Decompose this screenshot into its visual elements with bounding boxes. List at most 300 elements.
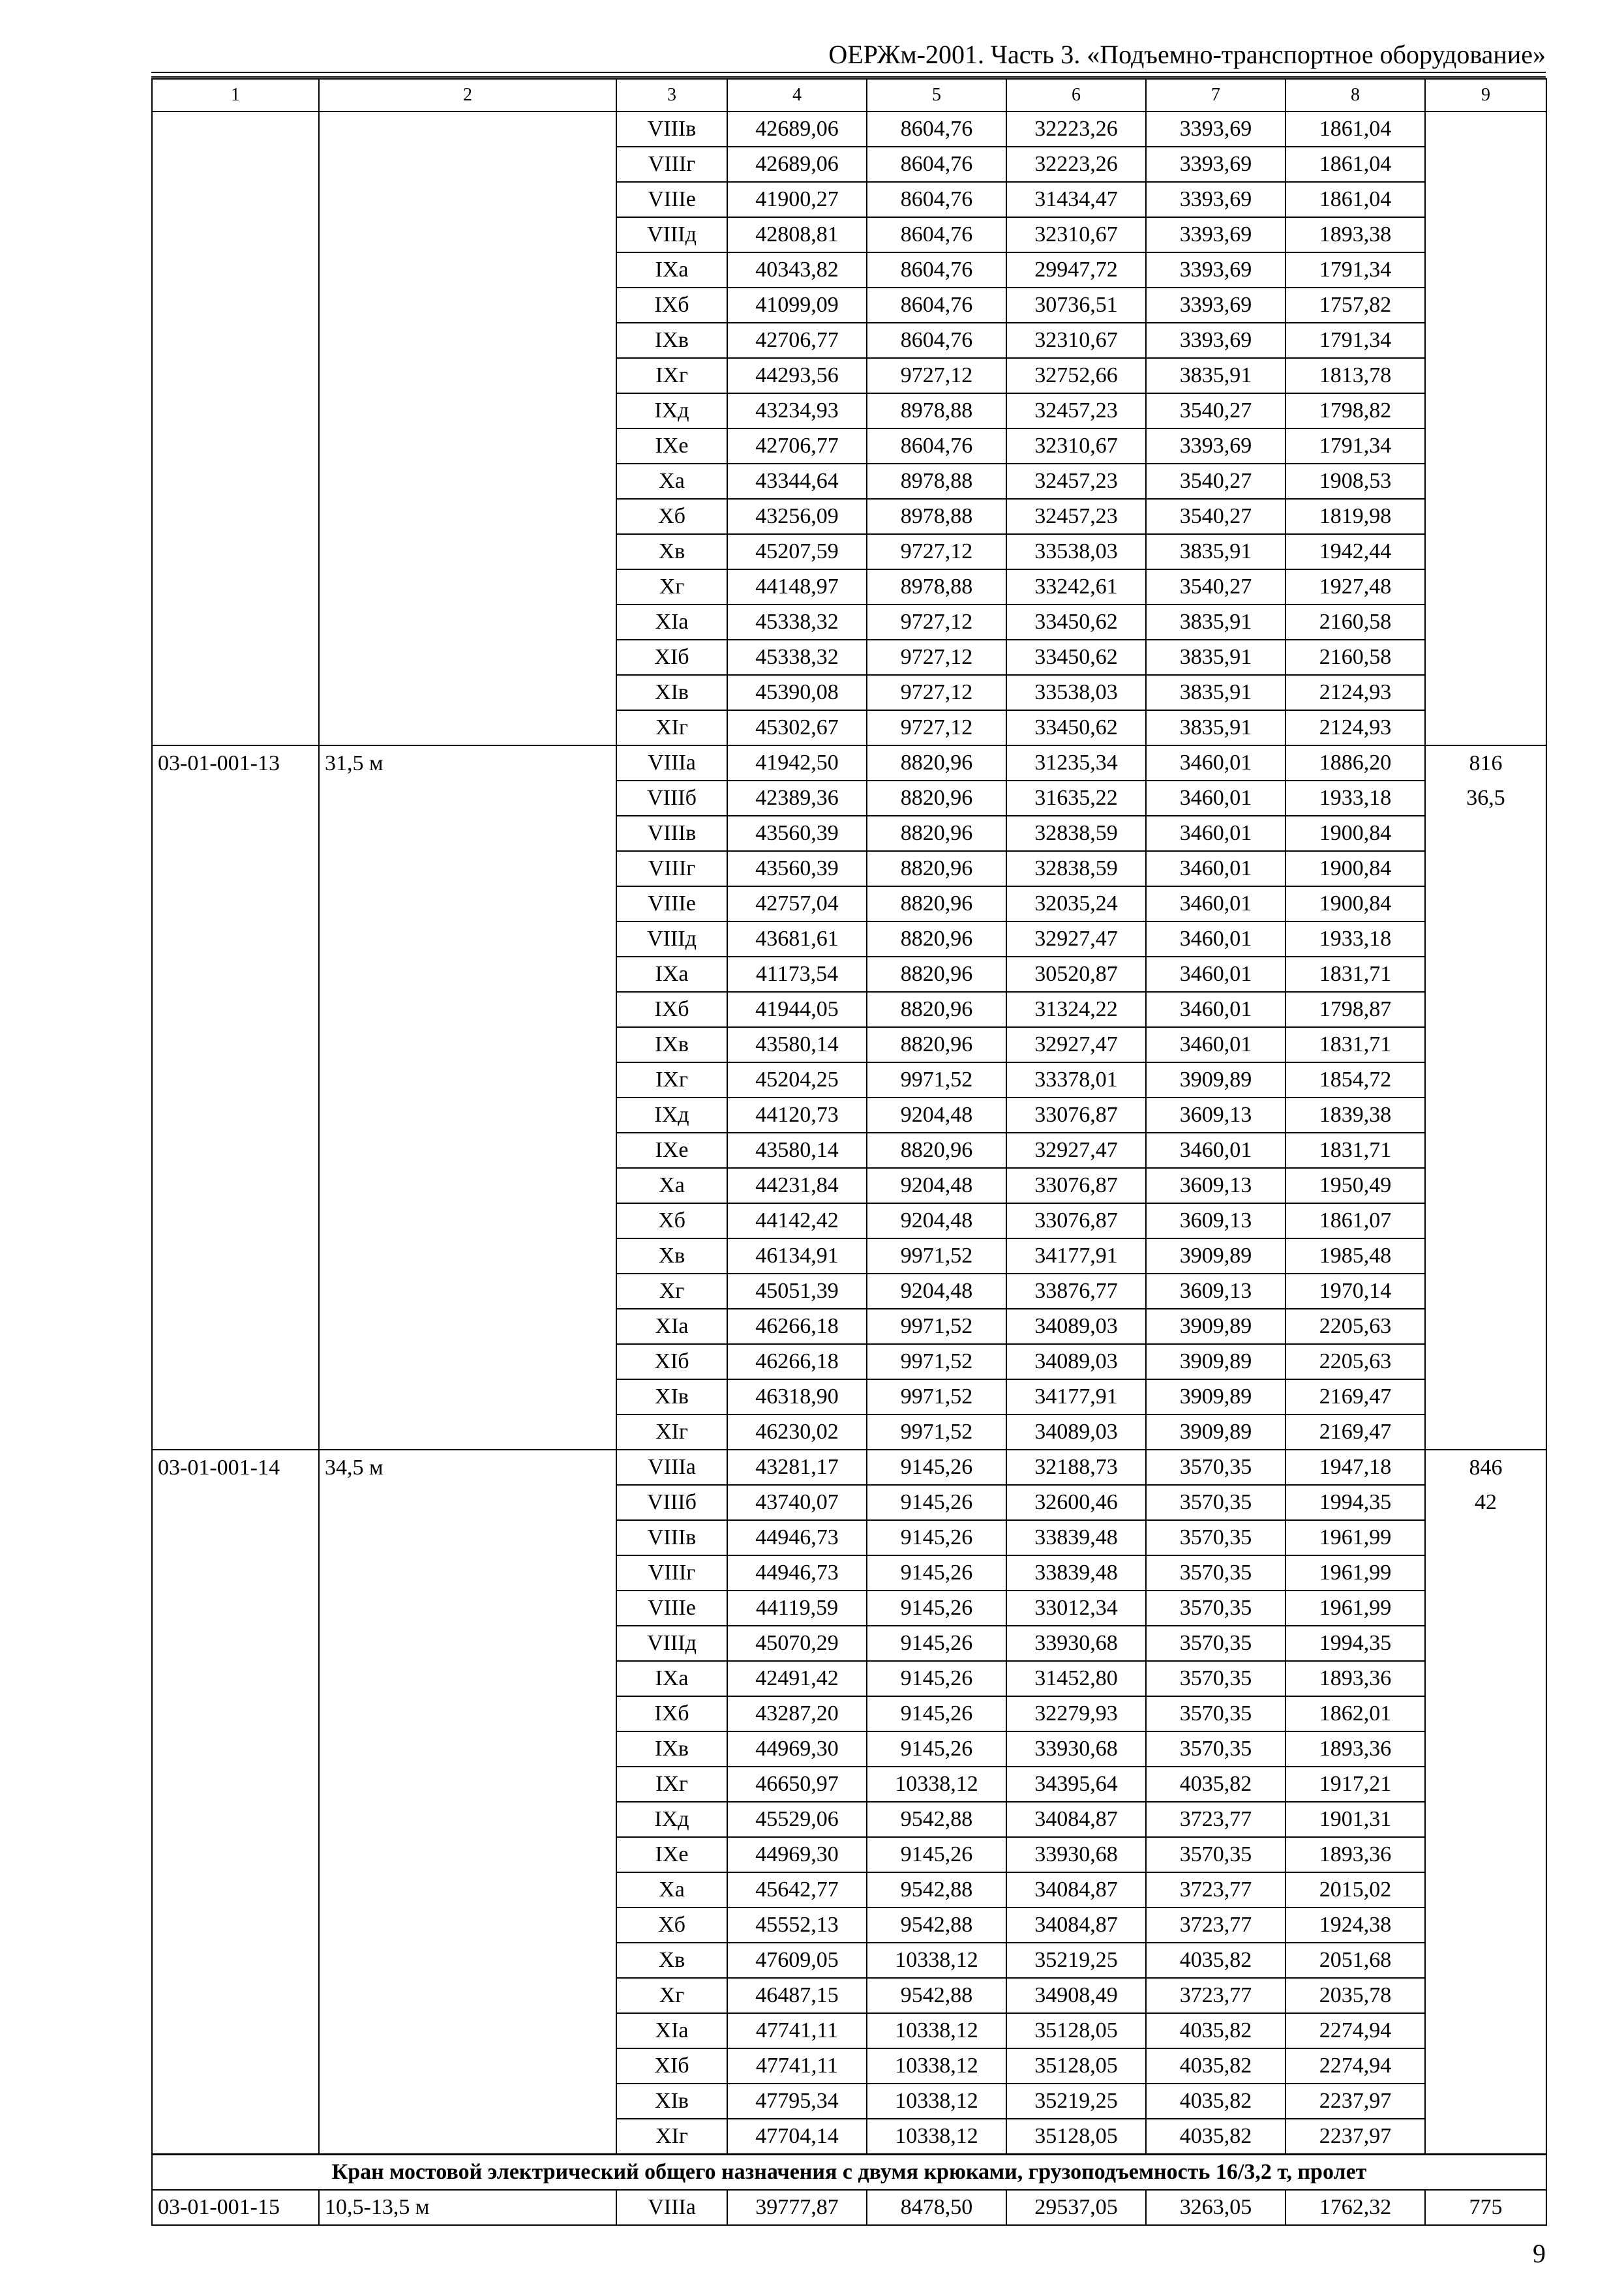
value-cell: 1961,99 [1286,1520,1425,1555]
value-cell: 42808,81 [727,217,867,252]
value-cell: 3393,69 [1146,217,1286,252]
value-cell: 29537,05 [1006,2190,1146,2225]
empty-cell [152,675,319,710]
empty-cell [1425,1872,1546,1908]
empty-cell [319,1274,616,1309]
value-cell: 42689,06 [727,147,867,182]
value-cell: 3540,27 [1146,499,1286,534]
table-row [152,710,1546,745]
empty-cell [1425,1802,1546,1837]
empty-cell [152,1133,319,1168]
empty-cell [152,1837,319,1872]
empty-cell [152,2013,319,2048]
value-cell: 3460,01 [1146,992,1286,1027]
empty-cell [152,1696,319,1731]
value-cell: 2237,97 [1286,2084,1425,2119]
empty-cell [152,1555,319,1591]
value-cell: 31324,22 [1006,992,1146,1027]
empty-cell [319,675,616,710]
value-cell: 3609,13 [1146,1098,1286,1133]
empty-cell [319,957,616,992]
value-cell: 44946,73 [727,1520,867,1555]
empty-cell [319,217,616,252]
value-cell: 9971,52 [867,1344,1006,1379]
value-cell: 46266,18 [727,1344,867,1379]
zone-cell: IXг [616,358,727,393]
table-row [152,2013,1546,2048]
value-cell: 33076,87 [1006,1168,1146,1203]
zone-cell: IXа [616,957,727,992]
zone-cell: IXв [616,1027,727,1062]
table-row [152,1626,1546,1661]
table-row [152,1309,1546,1344]
empty-cell [1425,288,1546,323]
empty-cell [152,816,319,851]
value-cell: 1831,71 [1286,957,1425,992]
value-cell: 3570,35 [1146,1520,1286,1555]
value-cell: 1927,48 [1286,569,1425,605]
value-cell: 32457,23 [1006,499,1146,534]
empty-cell [152,393,319,428]
zone-cell: Xб [616,1203,727,1238]
value-cell: 44969,30 [727,1837,867,1872]
value-cell: 8820,96 [867,992,1006,1027]
empty-cell [319,323,616,358]
value-cell: 45070,29 [727,1626,867,1661]
value-cell: 1994,35 [1286,1626,1425,1661]
value-cell: 1854,72 [1286,1062,1425,1098]
value-cell: 1757,82 [1286,288,1425,323]
value-cell: 3570,35 [1146,1731,1286,1767]
value-cell: 31434,47 [1006,182,1146,217]
value-cell: 9145,26 [867,1696,1006,1731]
table-row [152,1203,1546,1238]
zone-cell: IXб [616,288,727,323]
value-cell: 4035,82 [1146,1767,1286,1802]
value-cell: 9727,12 [867,534,1006,569]
value-cell: 1970,14 [1286,1274,1425,1309]
value-cell: 9145,26 [867,1450,1006,1485]
value-cell: 1861,04 [1286,147,1425,182]
value-cell: 9204,48 [867,1274,1006,1309]
value-cell: 32838,59 [1006,816,1146,851]
empty-cell [319,605,616,640]
table-row [152,1414,1546,1450]
value-cell: 33839,48 [1006,1520,1146,1555]
zone-cell: VIIIд [616,217,727,252]
value-cell: 47795,34 [727,2084,867,2119]
zone-cell: XIб [616,1344,727,1379]
empty-cell [152,1943,319,1978]
value-cell: 45204,25 [727,1062,867,1098]
table-row [152,675,1546,710]
value-cell: 1791,34 [1286,252,1425,288]
value-cell: 46230,02 [727,1414,867,1450]
empty-cell [1425,816,1546,851]
empty-cell [1425,1731,1546,1767]
table-row [152,569,1546,605]
table-row [152,1344,1546,1379]
empty-cell [1425,1168,1546,1203]
empty-cell [152,1520,319,1555]
table-row [152,393,1546,428]
empty-cell [152,710,319,745]
zone-cell: IXд [616,393,727,428]
value-cell: 33076,87 [1006,1203,1146,1238]
zone-cell: VIIIе [616,1591,727,1626]
empty-cell [319,1626,616,1661]
empty-cell [319,1872,616,1908]
table-row [152,1767,1546,1802]
value-cell: 33876,77 [1006,1274,1146,1309]
table-row [152,886,1546,921]
zone-cell: IXе [616,428,727,464]
value-cell: 9145,26 [867,1626,1006,1661]
table-row [152,1379,1546,1414]
value-cell: 1901,31 [1286,1802,1425,1837]
value-cell: 32838,59 [1006,851,1146,886]
value-cell: 3540,27 [1146,393,1286,428]
table-row [152,1238,1546,1274]
value-cell: 43344,64 [727,464,867,499]
value-cell: 1839,38 [1286,1098,1425,1133]
zone-cell: Xа [616,1872,727,1908]
zone-cell: XIб [616,640,727,675]
value-cell: 1831,71 [1286,1133,1425,1168]
value-cell: 1961,99 [1286,1555,1425,1591]
col9-value [1425,112,1546,147]
value-cell: 1917,21 [1286,1767,1425,1802]
value-cell: 3909,89 [1146,1379,1286,1414]
empty-cell [319,1978,616,2013]
value-cell: 8820,96 [867,886,1006,921]
zone-cell: XIв [616,675,727,710]
value-cell: 1900,84 [1286,886,1425,921]
value-cell: 9145,26 [867,1591,1006,1626]
empty-cell [319,1943,616,1978]
value-cell: 32310,67 [1006,428,1146,464]
value-cell: 1900,84 [1286,851,1425,886]
value-cell: 42389,36 [727,781,867,816]
table-row [152,781,1546,816]
value-cell: 4035,82 [1146,2084,1286,2119]
empty-cell [319,710,616,745]
value-cell: 3393,69 [1146,428,1286,464]
empty-cell [319,886,616,921]
value-cell: 1893,36 [1286,1837,1425,1872]
empty-cell [1425,1908,1546,1943]
value-cell: 8978,88 [867,464,1006,499]
value-cell: 10338,12 [867,2084,1006,2119]
value-cell: 45338,32 [727,605,867,640]
value-cell: 9542,88 [867,1978,1006,2013]
value-cell: 1862,01 [1286,1696,1425,1731]
value-cell: 41900,27 [727,182,867,217]
zone-cell: IXе [616,1133,727,1168]
empty-cell [152,1767,319,1802]
zone-cell: VIIIв [616,1520,727,1555]
empty-cell [1425,393,1546,428]
table-row [152,921,1546,957]
column-number-row [152,79,1546,112]
value-cell: 1908,53 [1286,464,1425,499]
value-cell: 3460,01 [1146,1133,1286,1168]
empty-cell [152,851,319,886]
empty-cell [152,1062,319,1098]
value-cell: 46134,91 [727,1238,867,1274]
empty-cell [319,1168,616,1203]
empty-cell [1425,1133,1546,1168]
value-cell: 9727,12 [867,710,1006,745]
table-row [152,2048,1546,2084]
value-cell: 44293,56 [727,358,867,393]
empty-cell [1425,1274,1546,1309]
value-cell: 4035,82 [1146,1943,1286,1978]
table-row [152,2190,1546,2225]
value-cell: 9727,12 [867,675,1006,710]
value-cell: 3460,01 [1146,1027,1286,1062]
table-row [152,1485,1546,1520]
value-cell: 32752,66 [1006,358,1146,393]
value-cell: 3460,01 [1146,745,1286,781]
value-cell: 1900,84 [1286,816,1425,851]
value-cell: 9727,12 [867,605,1006,640]
zone-cell: IXг [616,1062,727,1098]
column-number: 5 [867,79,1006,112]
value-cell: 47741,11 [727,2013,867,2048]
value-cell: 1861,04 [1286,182,1425,217]
value-cell: 2124,93 [1286,710,1425,745]
column-number: 3 [616,79,727,112]
empty-cell [1425,499,1546,534]
empty-cell [152,1414,319,1450]
empty-cell [319,2013,616,2048]
value-cell: 8604,76 [867,323,1006,358]
value-cell: 9542,88 [867,1908,1006,1943]
empty-cell [319,2119,616,2155]
value-cell: 34084,87 [1006,1872,1146,1908]
value-cell: 32600,46 [1006,1485,1146,1520]
empty-cell [152,1344,319,1379]
empty-cell [1425,2119,1546,2155]
value-cell: 2015,02 [1286,1872,1425,1908]
table-row [152,1661,1546,1696]
value-cell: 9542,88 [867,1872,1006,1908]
zone-cell: Xа [616,1168,727,1203]
value-cell: 41173,54 [727,957,867,992]
table-row [152,182,1546,217]
value-cell: 3609,13 [1146,1274,1286,1309]
table-row [152,534,1546,569]
value-cell: 43560,39 [727,816,867,851]
value-cell: 3393,69 [1146,288,1286,323]
empty-cell [319,851,616,886]
value-cell: 1893,36 [1286,1731,1425,1767]
zone-cell: IXв [616,323,727,358]
value-cell: 3460,01 [1146,886,1286,921]
table-row [152,605,1546,640]
table-row [152,992,1546,1027]
value-cell: 9971,52 [867,1414,1006,1450]
value-cell: 8978,88 [867,499,1006,534]
value-cell: 1791,34 [1286,323,1425,358]
value-cell: 33538,03 [1006,675,1146,710]
empty-cell [319,534,616,569]
empty-cell [1425,605,1546,640]
zone-cell: VIIIе [616,182,727,217]
empty-cell [152,1626,319,1661]
table-row [152,252,1546,288]
empty-cell [1425,851,1546,886]
value-cell: 34395,64 [1006,1767,1146,1802]
column-number: 4 [727,79,867,112]
zone-cell: VIIIв [616,816,727,851]
empty-cell [319,1696,616,1731]
col9-value: 42 [1425,1485,1546,1520]
zone-cell: XIа [616,605,727,640]
empty-cell [1425,2084,1546,2119]
value-cell: 3609,13 [1146,1168,1286,1203]
section-title-row [152,2155,1546,2191]
value-cell: 9727,12 [867,640,1006,675]
value-cell: 34089,03 [1006,1414,1146,1450]
value-cell: 41942,50 [727,745,867,781]
table-row [152,1908,1546,1943]
value-cell: 3835,91 [1146,640,1286,675]
value-cell: 8604,76 [867,252,1006,288]
value-cell: 31635,22 [1006,781,1146,816]
empty-cell [1425,252,1546,288]
empty-cell [152,605,319,640]
value-cell: 33450,62 [1006,710,1146,745]
value-cell: 1791,34 [1286,428,1425,464]
value-cell: 2205,63 [1286,1309,1425,1344]
empty-cell [152,534,319,569]
value-cell: 32035,24 [1006,886,1146,921]
value-cell: 3835,91 [1146,675,1286,710]
zone-cell: IXд [616,1802,727,1837]
empty-cell [319,147,616,182]
empty-cell [152,217,319,252]
empty-cell [152,288,319,323]
value-cell: 9971,52 [867,1238,1006,1274]
empty-cell [152,1485,319,1520]
column-number: 9 [1425,79,1546,112]
value-cell: 32279,93 [1006,1696,1146,1731]
value-cell: 31235,34 [1006,745,1146,781]
rate-code: 03-01-001-13 [152,745,319,781]
table-row [152,358,1546,393]
empty-cell [152,2119,319,2155]
value-cell: 32223,26 [1006,112,1146,147]
value-cell: 1861,07 [1286,1203,1425,1238]
col9-value: 36,5 [1425,781,1546,816]
value-cell: 41944,05 [727,992,867,1027]
value-cell: 3570,35 [1146,1450,1286,1485]
empty-cell [1425,886,1546,921]
value-cell: 45642,77 [727,1872,867,1908]
value-cell: 3909,89 [1146,1344,1286,1379]
zone-cell: IXа [616,1661,727,1696]
empty-cell [319,288,616,323]
empty-cell [1425,569,1546,605]
value-cell: 3393,69 [1146,147,1286,182]
value-cell: 45390,08 [727,675,867,710]
empty-cell [319,781,616,816]
empty-cell [319,393,616,428]
column-number: 6 [1006,79,1146,112]
value-cell: 9727,12 [867,358,1006,393]
empty-cell [319,1485,616,1520]
value-cell: 46266,18 [727,1309,867,1344]
empty-cell [152,464,319,499]
page-number: 9 [1533,2239,1546,2268]
empty-cell [152,1872,319,1908]
empty-cell [152,1168,319,1203]
value-cell: 9971,52 [867,1309,1006,1344]
crane-span: 34,5 м [319,1450,616,1485]
empty-cell [1425,957,1546,992]
zone-cell: IXв [616,1731,727,1767]
zone-cell: VIIIв [616,112,727,147]
value-cell: 43560,39 [727,851,867,886]
value-cell: 39777,87 [727,2190,867,2225]
empty-cell [152,252,319,288]
value-cell: 45302,67 [727,710,867,745]
value-cell: 8978,88 [867,569,1006,605]
value-cell: 42706,77 [727,323,867,358]
empty-cell [319,1203,616,1238]
value-cell: 33450,62 [1006,605,1146,640]
empty-cell [319,499,616,534]
value-cell: 43256,09 [727,499,867,534]
empty-cell [152,1098,319,1133]
empty-cell [1425,1696,1546,1731]
value-cell: 1762,32 [1286,2190,1425,2225]
empty-cell [1425,1238,1546,1274]
zone-cell: Xв [616,1943,727,1978]
empty-cell [152,358,319,393]
value-cell: 32457,23 [1006,393,1146,428]
rate-code: 03-01-001-15 [152,2190,319,2225]
value-cell: 33930,68 [1006,1837,1146,1872]
value-cell: 47609,05 [727,1943,867,1978]
empty-cell [319,358,616,393]
empty-cell [319,252,616,288]
value-cell: 2160,58 [1286,605,1425,640]
value-cell: 1798,87 [1286,992,1425,1027]
empty-cell [319,1062,616,1098]
value-cell: 43681,61 [727,921,867,957]
empty-cell [1425,675,1546,710]
value-cell: 44120,73 [727,1098,867,1133]
value-cell: 46650,97 [727,1767,867,1802]
value-cell: 9145,26 [867,1485,1006,1520]
table-row [152,1696,1546,1731]
zone-cell: VIIIб [616,1485,727,1520]
value-cell: 42689,06 [727,112,867,147]
value-cell: 1819,98 [1286,499,1425,534]
empty-cell [319,992,616,1027]
table-row [152,1520,1546,1555]
rate-code: 03-01-001-14 [152,1450,319,1485]
value-cell: 3393,69 [1146,323,1286,358]
value-cell: 35128,05 [1006,2013,1146,2048]
value-cell: 3393,69 [1146,112,1286,147]
table-row [152,499,1546,534]
empty-cell [319,1802,616,1837]
empty-cell [152,886,319,921]
